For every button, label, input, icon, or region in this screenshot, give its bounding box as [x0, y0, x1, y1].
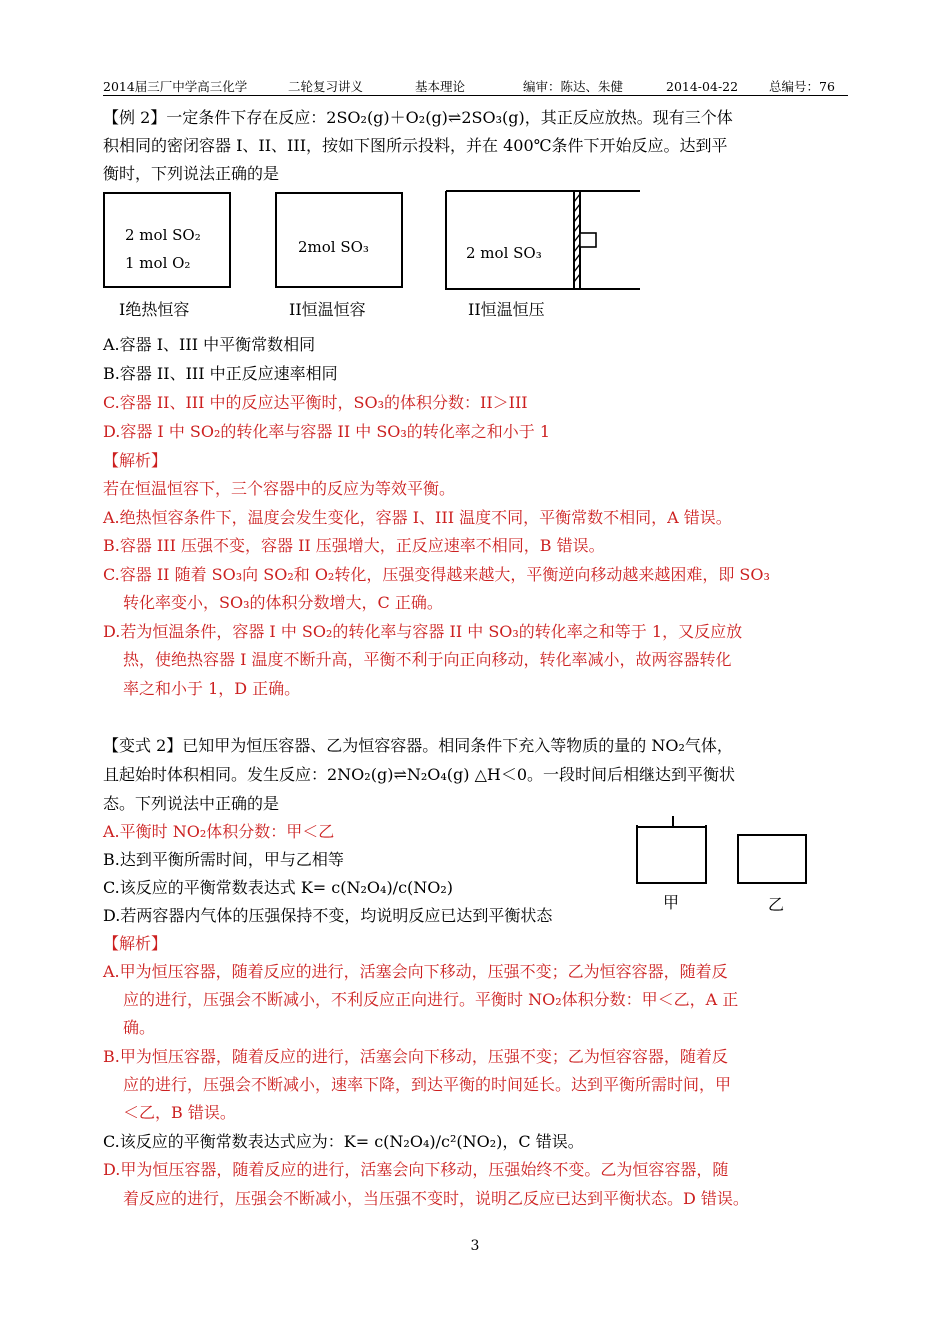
variant2-line1: 【变式 2】已知甲为恒压容器、乙为恒容容器。相同条件下充入等物质的量的 NO₂气体，: [103, 736, 733, 755]
container-3-diagram: [444, 188, 644, 292]
example2-line2: 积相同的密闭容器 I、II、III，按如下图所示投料，并在 400℃条件下开始反应。达到平: [103, 136, 728, 155]
container-2-caption: II恒温恒容: [289, 300, 366, 319]
container-1-line1: 2 mol SO₂: [125, 226, 201, 244]
container-3-line1: 2 mol SO₃: [466, 244, 542, 262]
header-serial: 总编号：76: [769, 79, 835, 94]
example2-analysis-d2: 热，使绝热容器 I 温度不断升高，平衡不利于向正向移动，转化率减小，故两容器转化: [123, 650, 732, 669]
container-1-line2: 1 mol O₂: [125, 254, 191, 272]
example2-analysis-c1: C.容器 II 随着 SO₃向 SO₂和 O₂转化，压强变得越来越大，平衡逆向移动越来越困难，即 SO₃: [103, 565, 770, 584]
variant2-analysis-b1: B.甲为恒压容器，随着反应的进行，活塞会向下移动，压强不变；乙为恒容容器，随着反: [103, 1047, 728, 1066]
example2-option-b: B.容器 II、III 中正反应速率相同: [103, 364, 338, 383]
variant2-analysis-a3: 确。: [123, 1018, 156, 1037]
container-1-caption: I绝热恒容: [119, 300, 190, 319]
example2-analysis-c2: 转化率变小，SO₃的体积分数增大，C 正确。: [123, 593, 443, 612]
example2-analysis-intro: 若在恒温恒容下，三个容器中的反应为等效平衡。: [103, 479, 456, 498]
container-3-caption: II恒温恒压: [468, 300, 545, 319]
variant2-line3: 态。下列说法中正确的是: [103, 794, 280, 813]
page-header: [103, 80, 848, 96]
example2-option-c: C.容器 II、III 中的反应达平衡时，SO₃的体积分数：II＞III: [103, 393, 528, 412]
example2-option-a: A.容器 I、III 中平衡常数相同: [103, 335, 316, 354]
variant2-analysis-b3: ＜乙，B 错误。: [123, 1103, 236, 1122]
example2-analysis-b: B.容器 III 压强不变，容器 II 压强增大，正反应速率不相同，B 错误。: [103, 536, 605, 555]
label-jia: 甲: [663, 893, 680, 912]
variant2-line2: 且起始时体积相同。发生反应：2NO₂(g)⇌N₂O₄(g) △H＜0。一段时间后相继达到平衡状: [103, 765, 736, 784]
variant2-option-b: B.达到平衡所需时间，甲与乙相等: [103, 850, 344, 869]
variant2-analysis-d1: D.甲为恒压容器，随着反应的进行，活塞会向下移动，压强始终不变。乙为恒容容器，随: [103, 1160, 729, 1179]
example2-analysis-a: A.绝热恒容条件下，温度会发生变化，容器 I、III 温度不同，平衡常数不相同，A 错误。: [103, 508, 732, 527]
header-editors: 编审：陈达、朱健: [523, 79, 624, 94]
jia-yi-diagram: [630, 815, 815, 885]
header-school: 2014届三厂中学高三化学: [103, 79, 248, 94]
header-topic: 基本理论: [415, 79, 466, 94]
variant2-analysis-a1: A.甲为恒压容器，随着反应的进行，活塞会向下移动，压强不变；乙为恒容容器，随着反: [103, 962, 728, 981]
example2-line3: 衡时，下列说法正确的是: [103, 164, 280, 183]
example2-analysis-d3: 率之和小于 1，D 正确。: [123, 679, 301, 698]
variant2-option-a: A.平衡时 NO₂体积分数：甲＜乙: [103, 822, 335, 841]
example2-option-d: D.容器 I 中 SO₂的转化率与容器 II 中 SO₃的转化率之和小于 1: [103, 422, 551, 441]
variant2-analysis-c: C.该反应的平衡常数表达式应为：K= c(N₂O₄)/c²(NO₂)，C 错误。: [103, 1132, 584, 1151]
page-number: 3: [470, 1238, 480, 1254]
example2-analysis-label: 【解析】: [103, 451, 168, 470]
container-2-line1: 2mol SO₃: [298, 238, 369, 256]
example2-analysis-d1: D.若为恒温条件，容器 I 中 SO₂的转化率与容器 II 中 SO₃的转化率之和等于 1，又反应放: [103, 622, 743, 641]
variant2-option-c: C.该反应的平衡常数表达式 K= c(N₂O₄)/c(NO₂): [103, 878, 454, 897]
variant2-analysis-b2: 应的进行，压强会不断减小，速率下降，到达平衡的时间延长。达到平衡所需时间，甲: [123, 1075, 732, 1094]
variant2-analysis-d2: 着反应的进行，压强会不断减小，当压强不变时，说明乙反应已达到平衡状态。D 错误。: [123, 1189, 749, 1208]
variant2-analysis-label: 【解析】: [103, 934, 168, 953]
header-date: 2014-04-22: [666, 79, 739, 94]
variant2-analysis-a2: 应的进行，压强会不断减小，不利反应正向进行。平衡时 NO₂体积分数：甲＜乙，A 正: [123, 990, 739, 1009]
label-yi: 乙: [768, 895, 785, 914]
variant2-option-d: D.若两容器内气体的压强保持不变，均说明反应已达到平衡状态: [103, 906, 553, 925]
header-lecture: 二轮复习讲义: [288, 79, 364, 94]
example2-line1: 【例 2】一定条件下存在反应：2SO₂(g)＋O₂(g)⇌2SO₃(g)，其正反应放热。现有三个体: [103, 108, 733, 127]
